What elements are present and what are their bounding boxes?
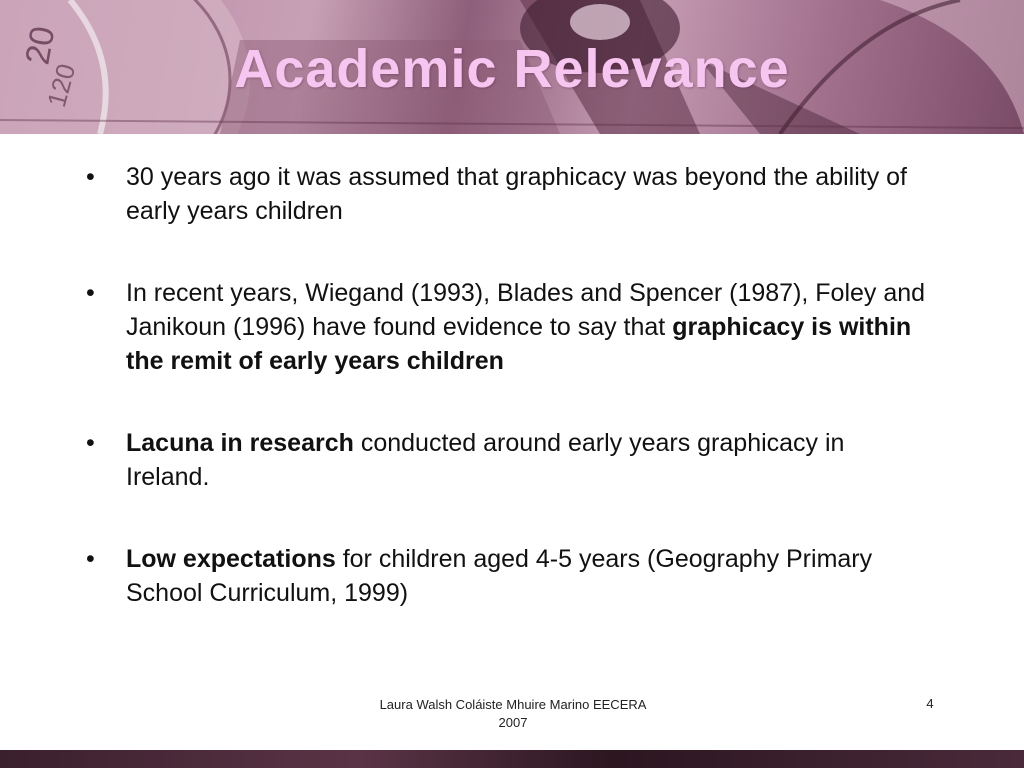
bullet-list xyxy=(86,160,926,610)
bullet-text-bold: Low expectations xyxy=(126,545,336,573)
header-dial-number-1: 20 xyxy=(18,23,63,68)
bullet-marker: • xyxy=(86,545,95,573)
footer-credit-line-1: Laura Walsh Coláiste Mhuire Marino EECERA xyxy=(379,697,647,712)
footer-credit-line-2: 2007 xyxy=(498,715,528,730)
bullet-item-1 xyxy=(86,160,926,228)
bullet-text-bold: Lacuna in research xyxy=(126,429,354,457)
bullet-item-3 xyxy=(86,426,926,494)
bullet-item-4 xyxy=(86,542,926,610)
bullet-text-pre: In recent years, Wiegand (1993), Blades and Spencer (1987), Foley and Janikoun (1996) have found evidence to say that xyxy=(126,279,926,341)
bullet-marker: • xyxy=(86,163,95,191)
bullet-text-post: 30 years ago it was assumed that graphicacy was beyond the ability of early years children xyxy=(126,163,907,225)
header-image-band xyxy=(0,0,1024,134)
bottom-image-band xyxy=(0,750,1024,768)
footer-credit xyxy=(355,696,671,732)
slide-title: Academic Relevance xyxy=(234,39,790,99)
header-dial-number-2: 120 xyxy=(41,60,82,111)
bullet-text-bold: graphicacy is within the remit of early years children xyxy=(126,313,912,375)
bullet-text-post: for children aged 4-5 years (Geography Primary School Curriculum, 1999) xyxy=(126,545,873,607)
bullet-item-2 xyxy=(86,276,926,378)
slide-content xyxy=(86,160,926,658)
bullet-marker: • xyxy=(86,279,95,307)
bullet-text-post: conducted around early years graphicacy in Ireland. xyxy=(126,429,845,491)
slide-number: 4 xyxy=(926,696,934,711)
bullet-marker: • xyxy=(86,429,95,457)
